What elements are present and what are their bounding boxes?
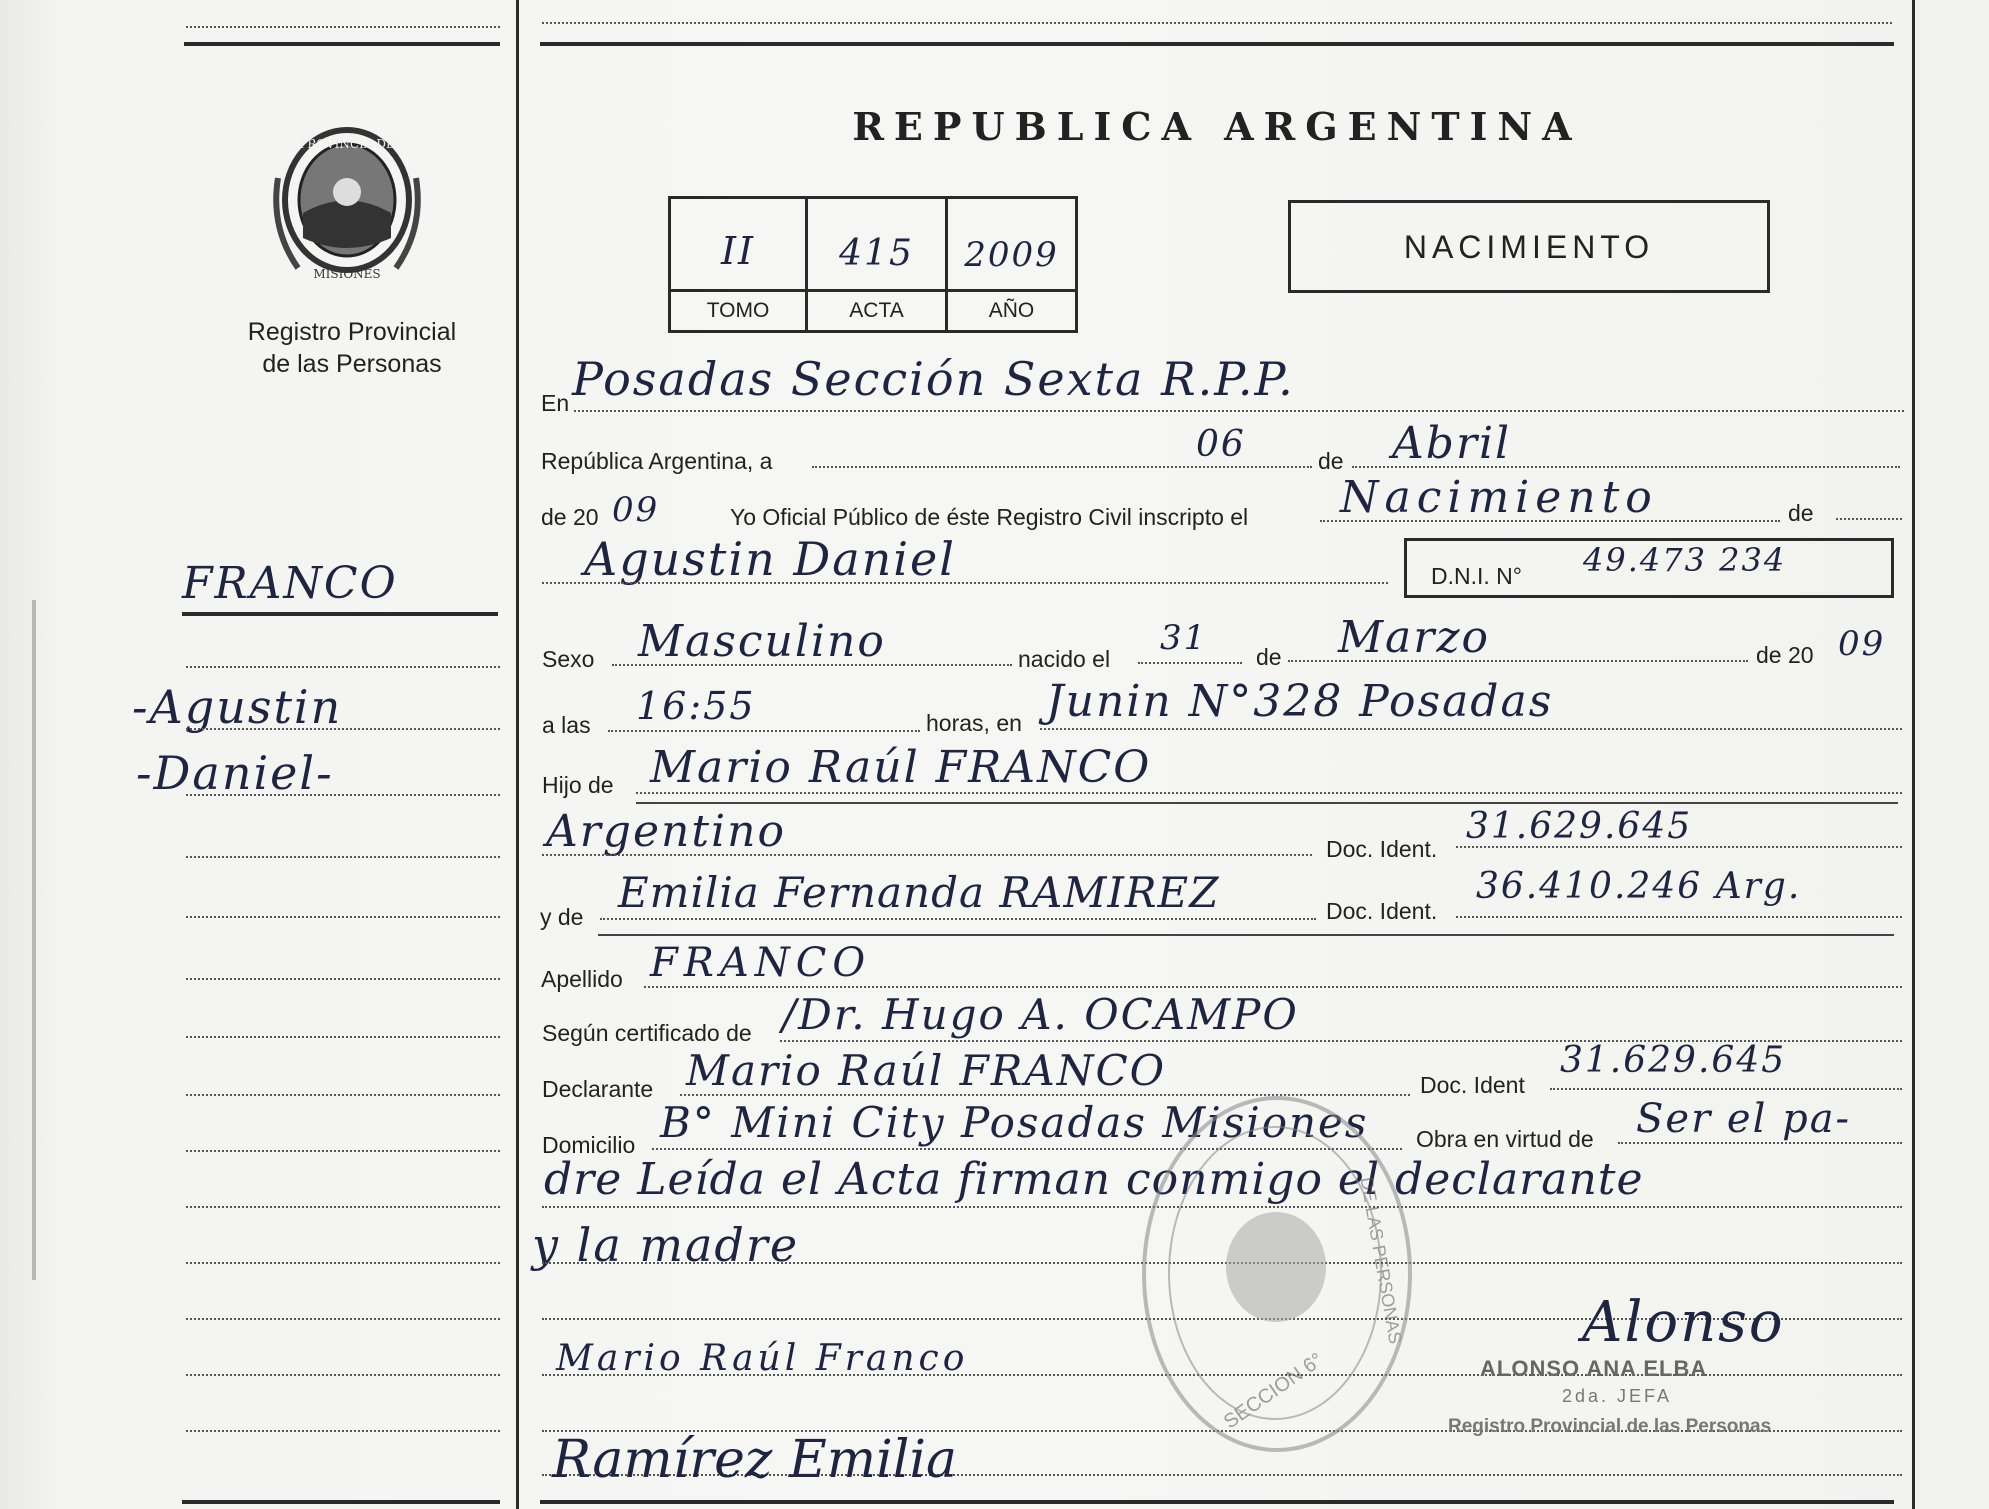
apellido-label: Apellido — [541, 966, 623, 992]
margin-line — [186, 1036, 500, 1038]
madre-doc: 36.410.246 Arg. — [1476, 866, 1802, 907]
record-number-grid — [668, 196, 1078, 333]
declarante-doc: 31.629.645 — [1560, 1040, 1787, 1081]
anio-value: 2009 — [964, 235, 1059, 275]
declarante-value: Mario Raúl FRANCO — [686, 1046, 1167, 1095]
sexo-value: Masculino — [638, 616, 886, 667]
registry-stamp — [1142, 1096, 1412, 1452]
madre-doc-label: Doc. Ident. — [1326, 898, 1438, 924]
top-dotted-right — [542, 22, 1892, 24]
tomo-value: II — [720, 229, 756, 273]
oficial-text: Yo Oficial Público de éste Registro Civil inscripto el — [730, 504, 1249, 530]
act-type-box — [1288, 200, 1770, 293]
nac-year: 09 — [1838, 624, 1886, 664]
margin-line — [186, 978, 500, 980]
certificado-value: /Dr. Hugo A. OCAMPO — [782, 990, 1299, 1039]
page-title: REPUBLICA ARGENTINA — [852, 104, 1582, 149]
declarante-label: Declarante — [542, 1076, 654, 1102]
nacido-label: nacido el — [1018, 646, 1111, 672]
acta-label: ACTA — [849, 299, 904, 322]
padre-value: Mario Raúl FRANCO — [650, 742, 1152, 793]
margin-line — [186, 666, 500, 668]
bottom-rule-right — [540, 1500, 1894, 1504]
official-registry: Registro Provincial de las Personas — [1448, 1416, 1772, 1437]
year-prefix: de 20 — [541, 504, 599, 530]
horas-label: horas, en — [926, 710, 1022, 736]
madre-signature: Ramírez Emilia — [552, 1430, 958, 1490]
acta-value: 415 — [839, 233, 914, 274]
line — [542, 854, 1312, 856]
official-name: ALONSO ANA ELBA — [1480, 1356, 1708, 1381]
stamp-emblem — [1226, 1212, 1326, 1322]
apellido-value: FRANCO — [650, 940, 872, 986]
continuation-2: y la madre — [532, 1218, 800, 1272]
nacionalidad-padre: Argentino — [546, 806, 786, 857]
margin-line — [186, 728, 500, 730]
inscripto-value: Nacimiento — [1340, 472, 1658, 523]
en-label: En — [541, 390, 570, 416]
margin-line — [186, 1150, 500, 1152]
top-rule-left — [184, 42, 500, 46]
line — [1456, 916, 1902, 918]
registry-name-line2: de las Personas — [262, 350, 442, 378]
top-rule-right — [540, 42, 1894, 46]
hijo-label: Hijo de — [542, 772, 614, 798]
padre-doc: 31.629.645 — [1466, 806, 1693, 847]
month-value: Abril — [1392, 418, 1512, 469]
registry-name-line1: Registro Provincial — [247, 318, 457, 346]
line — [644, 986, 1902, 988]
line — [600, 918, 1316, 920]
nac-month: Marzo — [1338, 612, 1490, 663]
margin-name-1: -Agustin — [132, 680, 343, 734]
line — [608, 730, 920, 732]
margin-surname: FRANCO — [182, 558, 398, 609]
top-dotted-left — [186, 26, 500, 28]
continuation-1: dre Leída el Acta firman conmigo el declarante — [544, 1154, 1644, 1205]
domicilio-value: B° Mini City Posadas Misiones — [660, 1098, 1369, 1147]
provincial-seal-icon — [268, 118, 426, 290]
line — [542, 582, 1388, 584]
dni-box — [1404, 538, 1894, 598]
margin-line — [186, 1374, 500, 1376]
binding-thread — [32, 600, 36, 1280]
line — [1550, 1088, 1902, 1090]
seal-text-top: PROVINCIA DE — [299, 137, 395, 151]
alas-label: a las — [542, 712, 591, 738]
nac-year-prefix: de 20 — [1756, 642, 1814, 668]
certificado-label: Según certificado de — [542, 1020, 752, 1046]
act-type: NACIMIENTO — [1403, 229, 1655, 265]
margin-line — [186, 856, 500, 858]
obra-value: Ser el pa- — [1636, 1096, 1852, 1142]
line — [1836, 518, 1902, 520]
line — [1456, 846, 1902, 848]
margin-line — [186, 1094, 500, 1096]
dni-label: D.N.I. N° — [1431, 563, 1522, 589]
declarante-doc-label: Doc. Ident — [1420, 1072, 1525, 1098]
line — [574, 410, 1904, 412]
padre-signature: Mario Raúl Franco — [556, 1338, 969, 1379]
line — [612, 664, 1012, 666]
line — [1138, 662, 1242, 664]
stamp-text-top: DE LAS PERSONAS — [1356, 1175, 1406, 1346]
official-signature: Alonso — [1582, 1290, 1785, 1355]
seal-text-bottom: MISIONES — [313, 267, 381, 281]
sexo-label: Sexo — [542, 646, 595, 672]
domicilio-label: Domicilio — [542, 1132, 636, 1158]
doc-ident-label: Doc. Ident. — [1326, 836, 1438, 862]
margin-line — [186, 794, 500, 796]
bottom-rule-left — [182, 1500, 500, 1504]
republica-label: República Argentina, a — [541, 448, 773, 474]
grid-divider — [671, 289, 1075, 292]
line — [598, 934, 1894, 936]
margin-name-2: -Daniel- — [136, 746, 334, 800]
lugar-value: Junin N°328 Posadas — [1046, 676, 1554, 727]
line — [1618, 1142, 1902, 1144]
margin-line — [186, 1206, 500, 1208]
official-title: 2da. JEFA — [1562, 1386, 1673, 1406]
line — [812, 466, 1312, 468]
margin-line — [186, 916, 500, 918]
line — [1040, 728, 1902, 730]
de-label: de — [1318, 448, 1344, 474]
margin-line — [186, 1318, 500, 1320]
column-divider — [516, 0, 519, 1509]
margin-line — [186, 1262, 500, 1264]
stamp-text-bottom: SECCION 6° — [1219, 1348, 1328, 1434]
margin-rule — [182, 612, 498, 616]
nac-day: 31 — [1160, 618, 1208, 658]
hora-value: 16:55 — [636, 684, 756, 728]
margin-line — [186, 1430, 500, 1432]
year-value: 09 — [612, 490, 660, 530]
nombre-value: Agustin Daniel — [584, 532, 956, 586]
line — [1320, 520, 1780, 522]
right-edge-line — [1912, 0, 1915, 1509]
line — [680, 1094, 1410, 1096]
de-label-3: de — [1256, 644, 1282, 670]
de-label-2: de — [1788, 500, 1814, 526]
en-value: Posadas Sección Sexta R.P.P. — [572, 352, 1295, 406]
madre-value: Emilia Fernanda RAMIREZ — [618, 868, 1220, 917]
yde-label: y de — [540, 904, 584, 930]
dni-value: 49.473 234 — [1583, 541, 1787, 579]
line — [636, 802, 1898, 804]
line — [1352, 466, 1900, 468]
line — [1288, 660, 1748, 662]
line — [636, 792, 1902, 794]
tomo-label: TOMO — [706, 299, 770, 322]
obra-label: Obra en virtud de — [1416, 1126, 1594, 1152]
day-value: 06 — [1196, 424, 1246, 465]
anio-label: AÑO — [988, 299, 1035, 322]
